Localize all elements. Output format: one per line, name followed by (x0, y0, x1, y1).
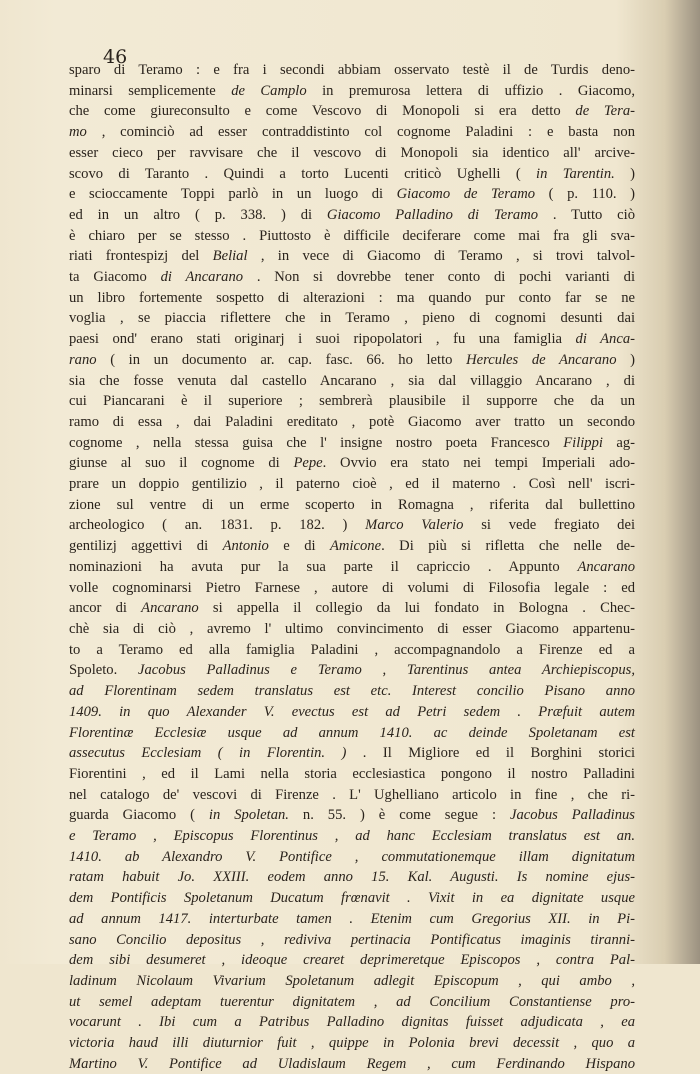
text-line (69, 867, 635, 888)
text-line (69, 619, 635, 640)
text-run: riati frontespizj del (69, 248, 213, 265)
text-line (69, 992, 635, 1013)
italic-text: in Tarentin. (536, 165, 615, 182)
text-line (69, 350, 635, 371)
italic-text: Martino V. Pontifice ad Uladislaum Regem , cum Ferdinando Hispano (69, 1055, 635, 1072)
text-run: si vede fregiato dei (463, 517, 636, 534)
text-line (69, 785, 635, 806)
text-line (69, 122, 635, 143)
text-run: sia che fosse venuta dal castello Ancarano , sia dal villaggio Ancarano , di (69, 372, 635, 389)
text-run: zione sul ventre di un erme scoperto in Romagna , riferita dal bullettino (69, 496, 635, 513)
text-line (69, 412, 635, 433)
text-line (69, 930, 635, 951)
text-run: paesi ond' erano stati originarj i suoi ripopolatori , fu una famiglia (69, 331, 576, 348)
text-line (69, 909, 635, 930)
text-line (69, 391, 635, 412)
italic-text: de Tera- (575, 103, 635, 120)
text-line (69, 453, 635, 474)
text-run: to a Teramo ed alla famiglia Paladini , accompagnandolo a Firenze ed a (69, 641, 635, 658)
text-run: gentilizj aggettivi di (69, 538, 223, 555)
text-run: n. 55. ) è come segue : (288, 807, 510, 824)
text-line (69, 246, 635, 267)
text-line (69, 226, 635, 247)
text-line (69, 598, 635, 619)
page-number: 46 (103, 46, 128, 68)
italic-text: 1409. in quo Alexander V. evectus est ad Petri sedem . Præfuit autem (69, 703, 635, 720)
text-line (69, 536, 635, 557)
italic-text: vocarunt . Ibi cum a Patribus Palladino dignitas fuisset adjudicata , ea (69, 1014, 635, 1031)
text-run: ) (614, 165, 635, 182)
text-run: ag- (602, 434, 635, 451)
italic-text: Pepe (293, 455, 323, 472)
italic-text: Jacobus Palladinus e Teramo , Tarentinus antea Archiepiscopus, (137, 662, 636, 679)
text-line (69, 764, 635, 785)
text-line (69, 1033, 635, 1054)
text-line (69, 640, 635, 661)
text-line (69, 888, 635, 909)
text-run: . Tutto ciò (538, 206, 635, 223)
text-run: è chiaro per se stesso . Piuttosto è difficile deciferare come mai fra gli sva- (69, 227, 635, 244)
italic-text: rano (69, 351, 97, 368)
italic-text: di Anca- (575, 331, 635, 348)
italic-text: in Spoletan. (208, 807, 289, 824)
text-run: giunse al suo il cognome di (69, 455, 294, 472)
text-line (69, 805, 635, 826)
text-line (69, 371, 635, 392)
text-run: . Di più si rifletta che nelle de- (381, 538, 635, 555)
text-run: . Non si dovrebbe tener conto di pochi varianti di (243, 269, 636, 286)
text-line (69, 702, 635, 723)
text-line (69, 433, 635, 454)
italic-text: victoria haud illi diuturnior fuit , quippe in Polonia brevi decessit , quo a (69, 1035, 635, 1052)
text-run: ( in un documento ar. cap. fasc. 66. ho letto (96, 351, 467, 368)
text-line (69, 723, 635, 744)
text-line (69, 950, 635, 971)
text-run: cognome , nella stessa guisa che l' insigne nostro poeta Francesco (69, 434, 564, 451)
text-run: , in vece di Giacomo di Teramo , si trovi talvol- (247, 248, 635, 265)
text-run: scovo di Taranto . Quindi a torto Lucenti criticò Ughelli ( (69, 165, 537, 182)
text-run: si appella il collegio da lui fondato in Bologna . Chec- (198, 600, 635, 617)
italic-text: Amicone (330, 538, 382, 555)
italic-text: di Ancarano (160, 269, 244, 286)
text-line (69, 515, 635, 536)
text-line (69, 474, 635, 495)
text-run: volle cognominarsi Pietro Farnese , autore di volumi di Filosofia legale : ed (69, 579, 635, 596)
text-line (69, 578, 635, 599)
italic-text: de Camplo (231, 82, 307, 99)
italic-text: Ancarano (577, 558, 635, 575)
text-run: esser cieco per ravvisare che il vescovo di Monopoli sia identico all' arcive- (69, 144, 635, 161)
text-run: ) (616, 351, 635, 368)
text-run: che come giureconsulto e come Vescovo di Monopoli si era detto (69, 103, 576, 120)
body-text (69, 60, 635, 1074)
text-run: e scioccamente Toppi parlò in un luogo di (69, 186, 397, 203)
italic-text: Belial (212, 248, 248, 265)
text-line (69, 681, 635, 702)
text-run: Fiorentini , ed il Lami nella storia ecclesiastica pongono il nostro Palladini (69, 765, 635, 782)
italic-text: assecutus Ecclesiam ( in Florentin. ) (69, 745, 363, 762)
italic-text: e Teramo , Episcopus Florentinus , ad hanc Ecclesiam translatus est an. (69, 828, 635, 845)
text-run: sparo di Teramo : e fra i secondi abbiam osservato testè il de Turdis deno- (69, 62, 635, 78)
italic-text: Giacomo Palladino di Teramo (326, 206, 539, 223)
italic-text: ad Florentinam sedem translatus est etc. Interest concilio Pisano anno (69, 683, 635, 700)
text-line (69, 308, 635, 329)
italic-text: ladinum Nicolaum Vivarium Spoletanum adlegit Episcopum , qui ambo , (69, 972, 635, 989)
text-line (69, 81, 635, 102)
italic-text: sano Concilio depositus , rediviva pertinacia Pontificatus imaginis tiranni- (69, 931, 635, 948)
text-run: in premurosa lettera di uffizio . Giacomo, (306, 82, 635, 99)
text-line (69, 1012, 635, 1033)
text-run: chè sia di ciò , avremo l' ultimo convincimento di esser Giacomo appartenu- (69, 620, 635, 637)
text-run: voglia , se piaccia riflettere che in Teramo , pieno di cognomi desunti dai (69, 310, 635, 327)
text-run: ta Giacomo (69, 269, 161, 286)
text-line (69, 660, 635, 681)
italic-text: Giacomo de Teramo (396, 186, 536, 203)
text-run: ramo di essa , dai Paladini ereditato , potè Giacomo aver tratto un secondo (69, 413, 635, 430)
text-line (69, 60, 635, 81)
text-run: prare un doppio gentilizio , il paterno cioè , ed il materno . Così nell' iscri- (69, 476, 635, 493)
text-run: ancor di (69, 600, 142, 617)
italic-text: Florentinæ Ecclesiæ usque ad annum 1410. ac deinde Spoletanam est (69, 724, 635, 741)
italic-text: Hercules de Ancarano (466, 351, 617, 368)
text-line (69, 329, 635, 350)
text-line (69, 164, 635, 185)
italic-text: Ancarano (141, 600, 199, 617)
text-line (69, 847, 635, 868)
text-run: minarsi semplicemente (69, 82, 232, 99)
text-line (69, 557, 635, 578)
text-line (69, 143, 635, 164)
italic-text: dem sibi desumeret , ideoque crearet deprimeretque Episcopos , contra Pal- (69, 952, 635, 969)
italic-text: Jacobus Palladinus (509, 807, 635, 824)
text-line (69, 101, 635, 122)
text-run: nominazioni ha avuta pur la sua parte il capriccio . Appunto (69, 558, 578, 575)
text-line (69, 743, 635, 764)
text-line (69, 267, 635, 288)
text-run: archeologico ( an. 1831. p. 182. ) (69, 517, 366, 534)
text-run: cui Piancarani è il superiore ; sembrerà plausibile il supporre che da un (69, 393, 635, 410)
text-run: guarda Giacomo ( (69, 807, 209, 824)
italic-text: ad annum 1417. interturbate tamen . Etenim cum Gregorius XII. in Pi- (69, 910, 635, 927)
italic-text: dem Pontificis Spoletanum Ducatum frœnavit . Vixit in ea dignitate usque (69, 890, 635, 907)
text-line (69, 288, 635, 309)
text-run: Spoleto. (69, 662, 138, 679)
text-line (69, 495, 635, 516)
italic-text: ut semel adeptam tuerentur dignitatem , ad Concilium Constantiense pro- (69, 993, 635, 1010)
text-run: . Il Migliore ed il Borghini storici (362, 745, 635, 762)
italic-text: Antonio (222, 538, 269, 555)
text-line (69, 205, 635, 226)
italic-text: Filippi (563, 434, 603, 451)
text-run: un libro fortemente sospetto di alterazioni : ma quando pur conto far se ne (69, 289, 635, 306)
text-run: ( p. 110. ) (535, 186, 635, 203)
italic-text: ratam habuit Jo. XXIII. eodem anno 15. Kal. Augusti. Is nomine ejus- (69, 869, 635, 886)
text-line (69, 184, 635, 205)
text-run: . Ovvio era stato nei tempi Imperiali ado- (322, 455, 635, 472)
italic-text: 1410. ab Alexandro V. Pontifice , commutationemque illam dignitatum (69, 848, 635, 865)
italic-text: Marco Valerio (365, 517, 464, 534)
text-run: nel catalogo de' vescovi di Firenze . L' Ughelliano articolo in fine , che ri- (69, 786, 635, 803)
text-run: e di (268, 538, 330, 555)
text-line (69, 1054, 635, 1074)
text-run: , cominciò ad esser contraddistinto col cognome Paladini : e basta non (86, 124, 635, 141)
text-run: ed in un altro ( p. 338. ) di (69, 206, 327, 223)
text-line (69, 971, 635, 992)
text-line (69, 826, 635, 847)
italic-text: mo (69, 124, 87, 141)
